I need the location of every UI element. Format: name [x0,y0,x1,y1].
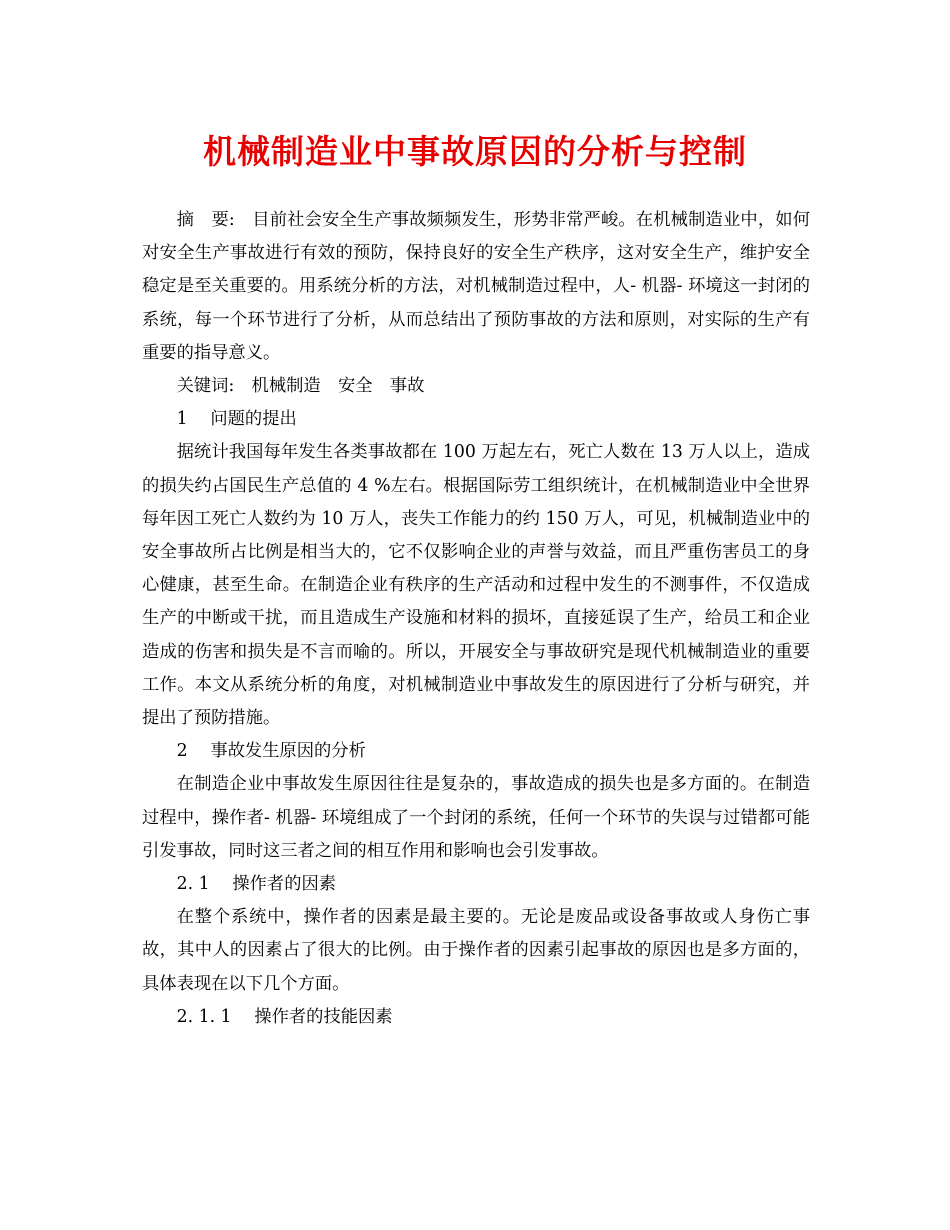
keywords-label: 关键词: [176,376,252,397]
section-2-1-paragraph: 在整个系统中，操作者的因素是最主要的。无论是废品或设备事故或人身伤亡事故，其中人的因素占了很大的比例。由于操作者的因素引起事故的原因也是多方面的，具体表现在以下几个方面。 [142,907,810,994]
document-title: 机械制造业中事故原因的分析与控制 [203,132,747,171]
section-1-paragraph: 据统计我国每年发生各类事故都在 100 万起左右，死亡人数在 13 万人以上，造成的损失约占国民生产总值的 4 %左右。根据国际劳工组织统计，在机械制造业中全世界每年因工死亡人数约为 10 万人，丧失工作能力的约 150 万人，可见，机械制造业中的安全事故所占比例是相当大的，它不仅影响企业的声誉与效益，而且严重伤害员工的身心健康，甚至生命。在制造企业有秩序的生产活动和过程中发生的不测事件，不仅造成生产的中断或干扰，而且造成生产设施和材料的损坏，直接延误了生产，给员工和企业造成的伤害和损失是不言而喻的。所以，开展安全与事故研究是现代机械制造业的重要工作。本文从系统分析的角度，对机械制造业中事故发生的原因进行了分析与研究，并提出了预防措施。 [142,442,810,729]
section-1-heading: 1 问题的提出 [176,409,297,430]
keywords-text: 机械制造 安全 事故 [251,376,425,397]
abstract-text: 目前社会安全生产事故频频发生，形势非常严峻。在机械制造业中，如何对安全生产事故进行有效的预防，保持良好的安全生产秩序，这对安全生产，维护安全稳定是至关重要的。用系统分析的方法，对机械制造过程中，人- 机器- 环境这一封闭的系统，每一个环节进行了分析，从而总结出了预防事故的方法和原则，对实际的生产有重要的指导意义。 [142,210,810,363]
document-body [142,204,810,1034]
abstract-label: 摘 要: [176,210,253,230]
section-2-heading: 2 事故发生原因的分析 [176,741,366,762]
section-2-1-heading: 2. 1 操作者的因素 [176,874,337,895]
abstract-paragraph [142,204,810,370]
keywords-line [142,370,810,403]
section-2-1-1-heading: 2. 1. 1 操作者的技能因素 [176,1006,393,1027]
section-2-paragraph: 在制造企业中事故发生原因往往是复杂的，事故造成的损失也是多方面的。在制造过程中，操作者- 机器- 环境组成了一个封闭的系统，任何一个环节的失误与过错都可能引发事故，同时这三者之间的相互作用和影响也会引发事故。 [142,774,810,861]
